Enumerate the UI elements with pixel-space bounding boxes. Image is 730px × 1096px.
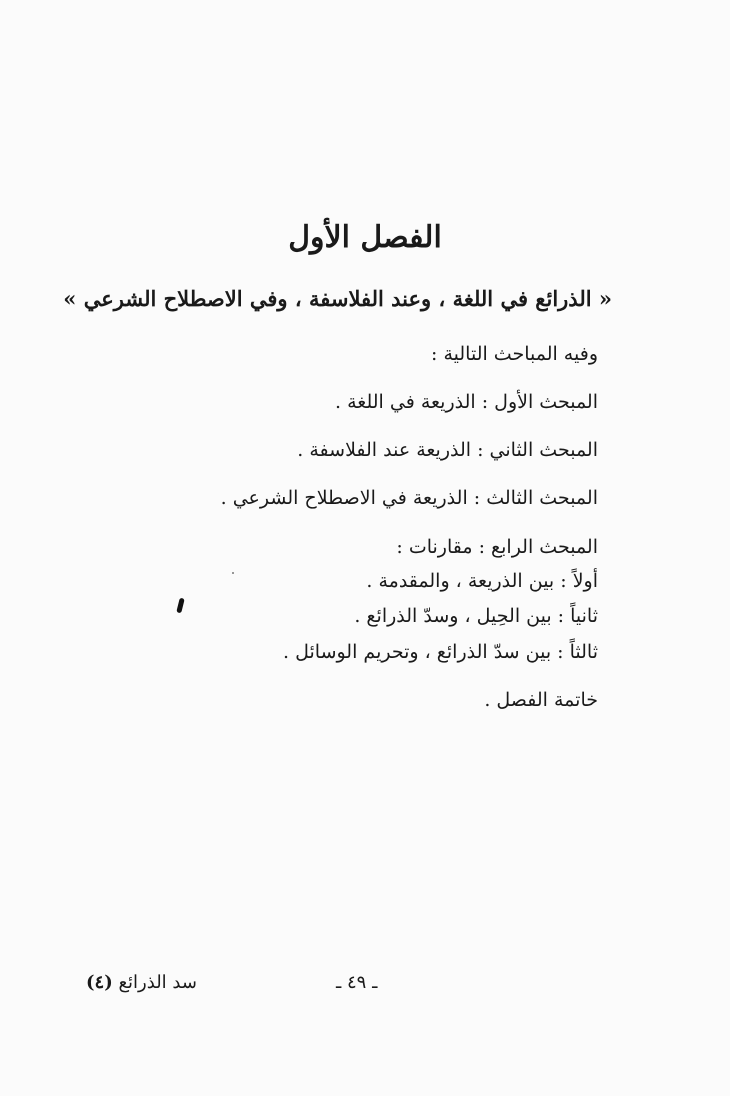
book-title-text: سد الذرائع — [118, 972, 197, 993]
book-volume: (٤) — [86, 972, 113, 993]
comparison-item: ثانياً : بين الحِيل ، وسدّ الذرائع . — [354, 605, 598, 627]
topic-item: المبحث الأول : الذريعة في اللغة . — [335, 391, 598, 413]
page-number: ـ ٤٩ ـ — [336, 972, 378, 993]
comparison-item: أولاً : بين الذريعة ، والمقدمة . — [366, 570, 598, 592]
page-footer — [0, 972, 730, 1002]
chapter-title: الفصل الأول — [288, 220, 442, 255]
book-title — [86, 972, 197, 993]
comparison-item: ثالثاً : بين سدّ الذرائع ، وتحريم الوسائل . — [283, 641, 598, 663]
ink-speck — [176, 598, 184, 614]
chapter-subtitle: « الذرائع في اللغة ، وعند الفلاسفة ، وفي الاصطلاح الشرعي » — [63, 286, 612, 311]
ink-dot — [232, 572, 234, 574]
topic-item: المبحث الثاني : الذريعة عند الفلاسفة . — [297, 439, 598, 461]
contents-intro: وفيه المباحث التالية : — [431, 343, 598, 365]
topic-item: المبحث الرابع : مقارنات : — [396, 536, 598, 558]
topic-item: المبحث الثالث : الذريعة في الاصطلاح الشرعي . — [220, 487, 598, 509]
conclusion-item: خاتمة الفصل . — [484, 689, 598, 711]
